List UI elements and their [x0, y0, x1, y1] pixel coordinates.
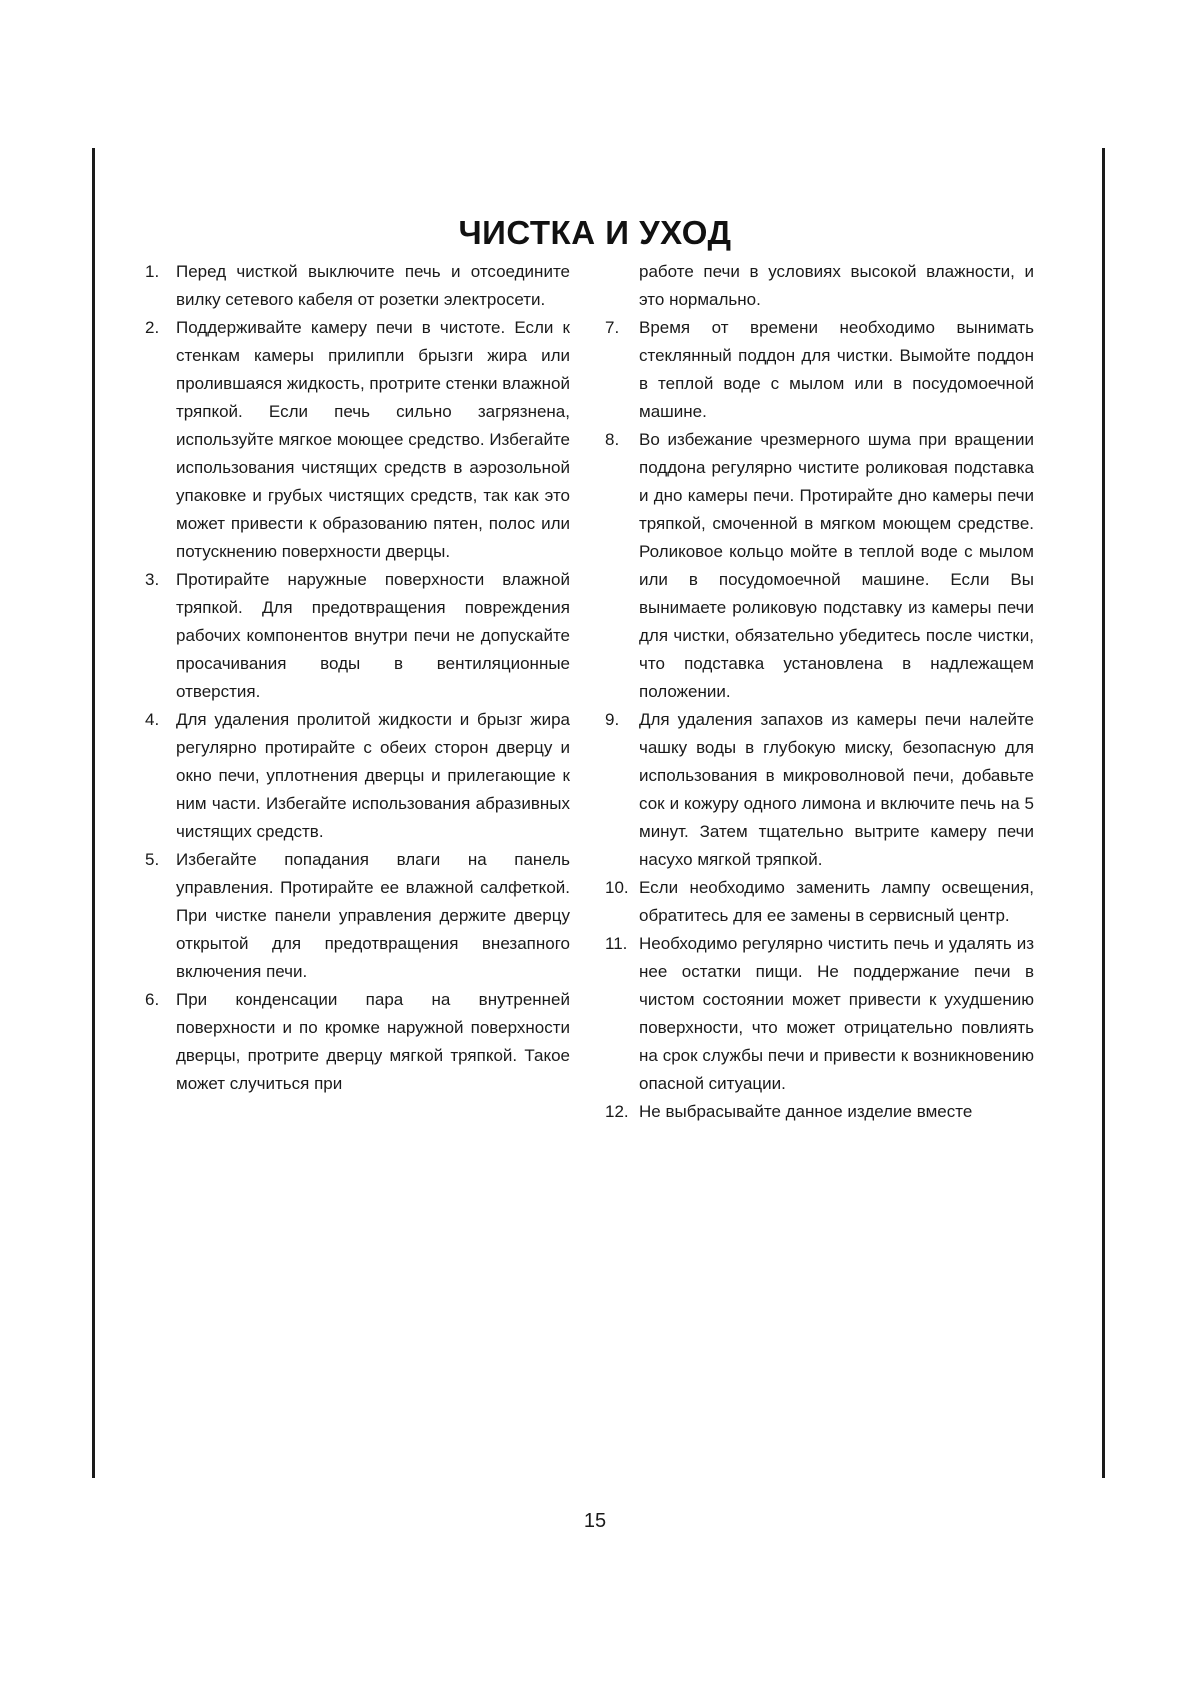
item-text: При конденсации пара на внутренней поверхности и по кромке наружной поверхности дверцы, протрите дверцу мягкой тряпкой. Такое может случиться при: [176, 990, 570, 1093]
item-text: работе печи в условиях высокой влажности, и это нормально.: [639, 262, 1034, 309]
item-number: 12.: [605, 1102, 629, 1121]
item-text: Избегайте попадания влаги на панель управления. Протирайте ее влажной салфеткой. При чистке панели управления держите дверцу открытой для предотвращения внезапного включения печи.: [176, 850, 570, 981]
page-number: 15: [583, 1510, 607, 1532]
item-text: Не выбрасывайте данное изделие вместе: [639, 1102, 973, 1121]
item-number: 7.: [605, 318, 620, 337]
item-text: Время от времени необходимо вынимать стеклянный поддон для чистки. Вымойте поддон в теплой воде с мылом или в посудомоечной машине.: [639, 318, 1034, 421]
item-number: 10.: [605, 878, 629, 897]
page-title: ЧИСТКА И УХОД: [458, 214, 732, 251]
item-number: 3.: [145, 570, 160, 589]
list-item: [605, 706, 1034, 874]
right-column: [605, 258, 1034, 1126]
list-item: [605, 426, 1034, 706]
right-margin-rule: [1102, 148, 1105, 1478]
list-item: [605, 930, 1034, 1098]
item-number: 2.: [145, 318, 160, 337]
item-number: 1.: [145, 262, 160, 281]
item-number: 11.: [605, 934, 628, 953]
list-item: [605, 874, 1034, 930]
item-text: Протирайте наружные поверхности влажной тряпкой. Для предотвращения повреждения рабочих компонентов внутри печи не допускайте просачивания воды в вентиляционные отверстия.: [176, 570, 570, 701]
item-text: Перед чисткой выключите печь и отсоедините вилку сетевого кабеля от розетки электросети.: [176, 262, 570, 309]
list-item: [145, 706, 570, 846]
item-number: 5.: [145, 850, 160, 869]
item-text: Если необходимо заменить лампу освещения, обратитесь для ее замены в сервисный центр.: [639, 878, 1034, 925]
item-text: Для удаления пролитой жидкости и брызг жира регулярно протирайте с обеих сторон дверцу и окно печи, уплотнения дверцы и прилегающие к ним части. Избегайте использования абразивных чистящих средств.: [176, 710, 570, 841]
list-item: [145, 566, 570, 706]
left-margin-rule: [92, 148, 95, 1478]
list-item: [145, 314, 570, 566]
item-number: 6.: [145, 990, 160, 1009]
item-text: Для удаления запахов из камеры печи налейте чашку воды в глубокую миску, безопасную для использования в микроволновой печи, добавьте сок и кожуру одного лимона и включите печь на 5 минут. Затем тщательно вытрите камеру печи насухо мягкой тряпкой.: [639, 710, 1034, 869]
list-item: [145, 258, 570, 314]
list-item: [145, 986, 570, 1098]
item-text: Поддерживайте камеру печи в чистоте. Если к стенкам камеры прилипли брызги жира или пролившаяся жидкость, протрите стенки влажной тряпкой. Если печь сильно загрязнена, используйте мягкое моющее средство. Избегайте использования чистящих средств в аэрозольной упаковке и грубых чистящих средств, так как это может привести к образованию пятен, полос или потускнению поверхности дверцы.: [176, 318, 570, 561]
item-text: Необходимо регулярно чистить печь и удалять из нее остатки пищи. Не поддержание печи в чистом состоянии может привести к ухудшению поверхности, что может отрицательно повлиять на срок службы печи и привести к возникновению опасной ситуации.: [639, 934, 1034, 1093]
list-item: [605, 1098, 1034, 1126]
list-item: [145, 846, 570, 986]
list-item: [605, 314, 1034, 426]
item-number: 4.: [145, 710, 160, 729]
item-number: 9.: [605, 710, 620, 729]
list-item-continued: [608, 258, 1034, 314]
left-column: [145, 258, 570, 1098]
item-text: Во избежание чрезмерного шума при вращении поддона регулярно чистите роликовая подставка и дно камеры печи. Протирайте дно камеры печи тряпкой, смоченной в мягком моющем средстве. Роликовое кольцо мойте в теплой воде с мылом или в посудомоечной машине. Если Вы вынимаете роликовую подставку из камеры печи для чистки, обязательно убедитесь после чистки, что подставка установлена в надлежащем положении.: [639, 430, 1034, 701]
item-number: 8.: [605, 430, 620, 449]
